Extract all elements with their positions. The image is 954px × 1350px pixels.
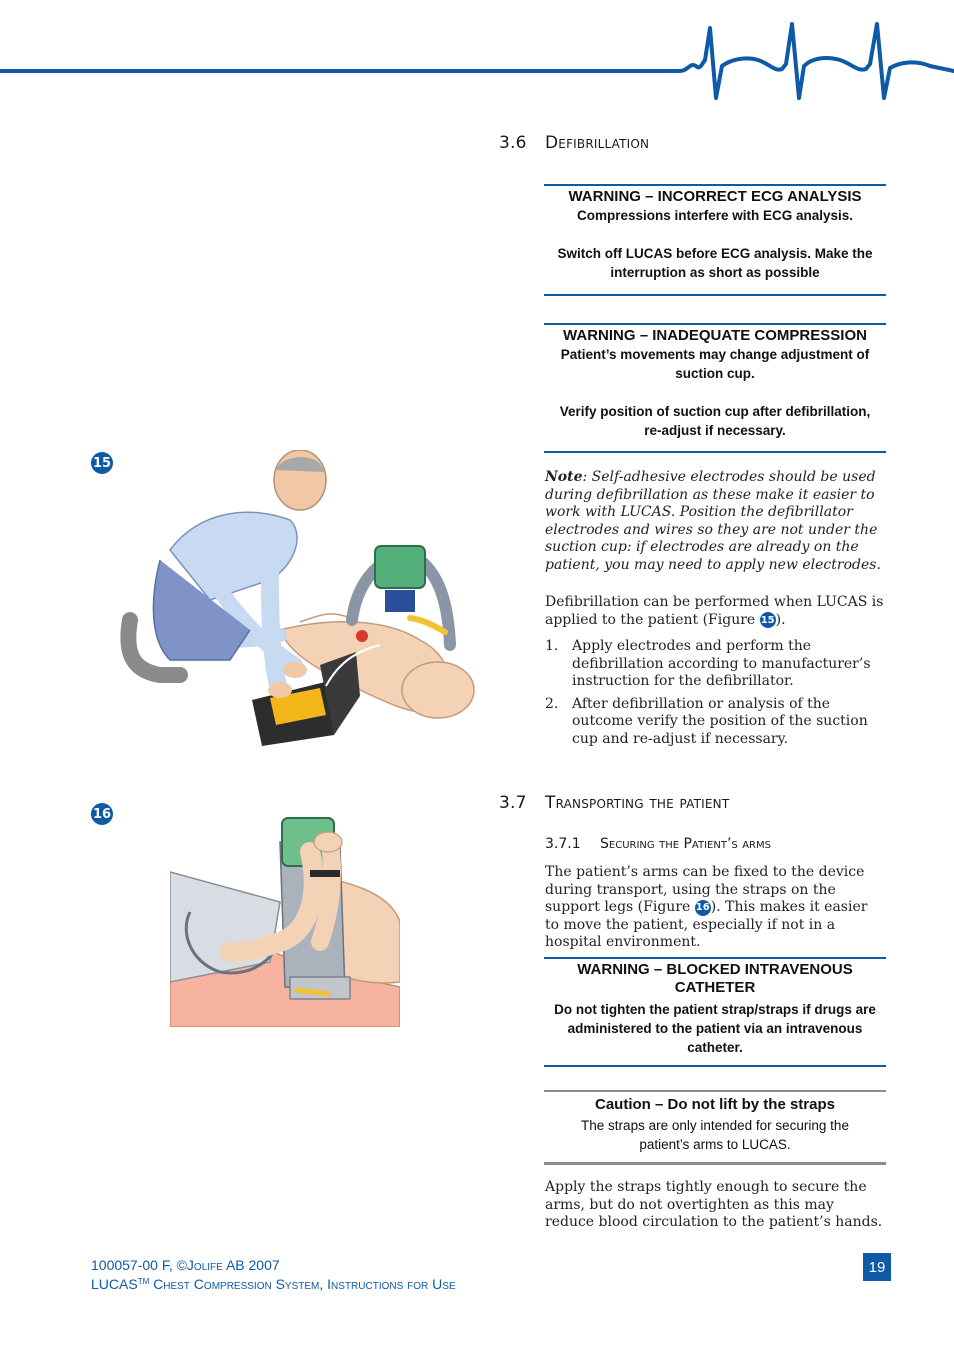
list-text: After defibrillation or analysis of the outcome verify the position of the suction cup and re-adjust if necessary. [572,695,868,747]
section-number: 3.6 [499,133,527,153]
warning-line: Verify position of suction cup after defibrillation, re-adjust if necessary. [559,404,871,438]
figure-16-arms-strapped-illustration [170,812,400,1027]
figure-16-badge: 16 [91,803,113,825]
warning-line: Do not tighten the patient strap/straps if drugs are administered to the patient via an intravenous catheter. [554,1002,876,1055]
note-text: : Self-adhesive electrodes should be used during defibrillation as these make it easier to work with LUCAS. Position the defibrillator electrodes and wires so they are not under the suction cup: if electrodes are already on the patient, you may need to apply new electrodes. [545,469,881,573]
note-paragraph [545,469,885,575]
footer-trademark: TM [137,1277,150,1286]
paragraph-text: ). [775,611,786,628]
list-number: 2. [545,695,559,712]
section-number: 3.7 [499,793,527,813]
ecg-header-line [0,0,954,110]
list-item [545,696,885,749]
paragraph-text: Apply the straps tightly enough to secure the arms, but do not overtighten as this may reduce blood circulation to the patient’s hands. [545,1179,883,1231]
list-item [545,638,885,691]
section-heading-3-6 [499,133,649,153]
section-heading-3-7 [499,793,729,813]
subsection-title: Securing the Patient’s arms [600,836,771,852]
figure-15-badge: 15 [91,452,113,474]
list-number: 1. [545,638,559,654]
arms-paragraph [545,864,885,952]
figure-ref-badge: 16 [695,900,711,916]
footer-doc-id [91,1257,280,1273]
straps-paragraph [545,1179,885,1232]
footer-doc-number: 100057-00 F, ©Jolife AB 2007 [91,1257,280,1273]
footer-product-line [91,1276,456,1292]
note-label: Note [545,469,583,485]
footer-brand: LUCAS [91,1276,138,1292]
page-number: 19 [863,1253,891,1281]
caution-box [544,1090,886,1165]
warning-line: Compressions interfere with ECG analysis. [576,208,854,223]
figure-15-defibrillation-illustration [120,450,480,750]
subsection-number: 3.7.1 [545,836,581,852]
paragraph-text: ). This makes it easier to move the patient, especially if not in a hospital environment. [545,899,868,951]
footer-product-name: Chest Compression System, Instructions for Use [149,1276,456,1292]
figure-ref-badge: 15 [760,612,776,628]
caution-title: Caution – Do not lift by the straps [594,1096,835,1113]
warning-line: Switch off LUCAS before ECG analysis. Make the interruption as short as possible [557,246,873,280]
warning-title: WARNING – BLOCKED INTRAVENOUS CATHETER [577,961,853,996]
warning-title: WARNING – INADEQUATE COMPRESSION [563,327,867,344]
paragraph-text: Defibrillation can be performed when LUCAS is applied to the patient (Figure [545,594,884,628]
warning-incorrect-ecg-box [544,184,886,296]
steps-list [545,638,885,749]
list-text: Apply electrodes and perform the defibrillation according to manufacturer’s instruction for the defibrillator. [572,638,871,690]
paragraph-text: The patient’s arms can be fixed to the device during transport, using the straps on the support legs (Figure [545,864,865,916]
warning-inadequate-compression-box [544,323,886,453]
caution-line: The straps are only intended for securing the patient’s arms to LUCAS. [581,1118,849,1152]
section-title: Defibrillation [545,133,650,153]
warning-blocked-catheter-box [544,957,886,1067]
section-title: Transporting the patient [545,793,730,813]
subsection-heading-3-7-1 [545,836,771,852]
warning-title: WARNING – INCORRECT ECG ANALYSIS [568,188,862,205]
defibrillation-paragraph [545,594,885,629]
warning-line: Patient’s movements may change adjustment of suction cup. [560,347,870,381]
